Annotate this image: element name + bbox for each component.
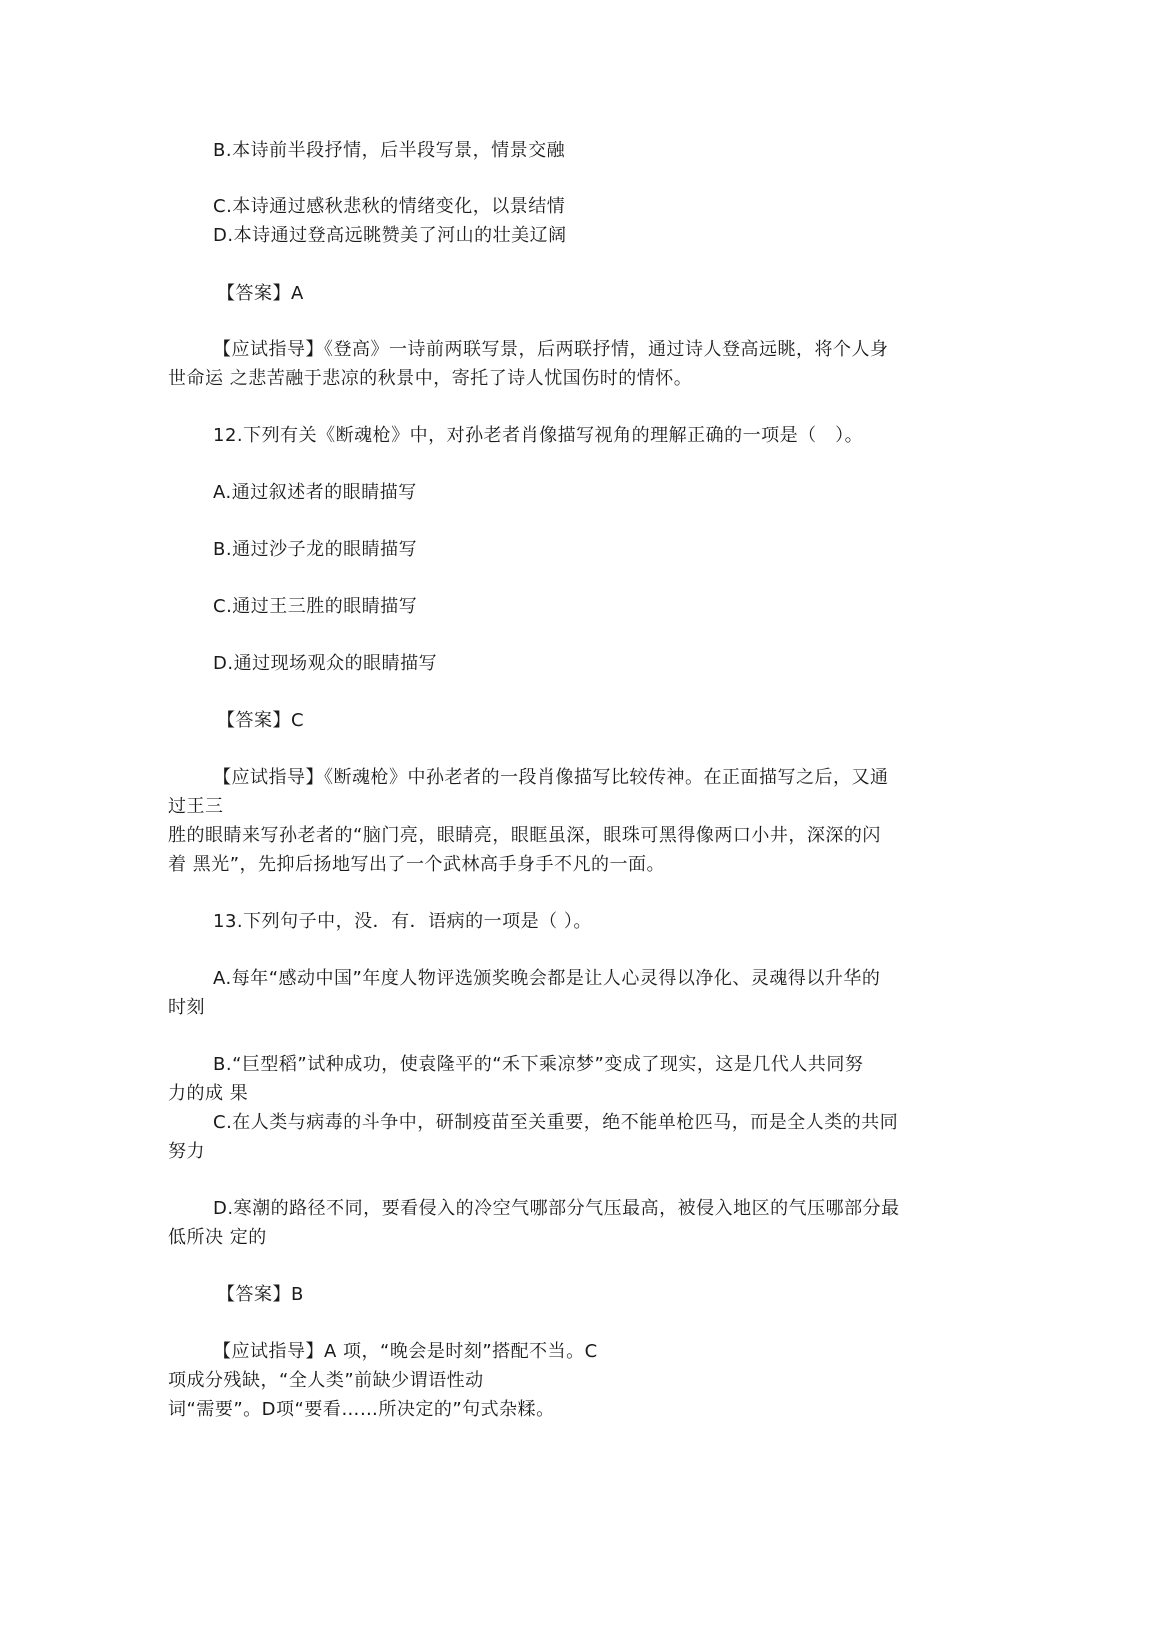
q12-option-d: D.通过现场观众的眼睛描写	[213, 653, 438, 674]
q11-guide-line1: 【应试指导】《登高》一诗前两联写景，后两联抒情，通过诗人登高远眺，将个人身	[213, 339, 889, 360]
q13-option-c-line1: C.在人类与病毒的斗争中，研制疫苗至关重要，绝不能单枪匹马，而是全人类的共同	[213, 1112, 899, 1133]
q13-option-a-line1: A.每年“感动中国”年度人物评选颁奖晚会都是让人心灵得以净化、灵魂得以升华的	[213, 968, 881, 989]
q13-option-b-line2: 力的成 果	[168, 1083, 249, 1104]
q11-option-d: D.本诗通过登高远眺赞美了河山的壮美辽阔	[213, 225, 567, 246]
q12-option-a: A.通过叙述者的眼睛描写	[213, 482, 417, 503]
q12-question: 12.下列有关《断魂枪》中，对孙老者肖像描写视角的理解正确的一项是（ ）。	[213, 425, 864, 446]
q13-option-d-line1: D.寒潮的路径不同，要看侵入的冷空气哪部分气压最高，被侵入地区的气压哪部分最	[213, 1198, 900, 1219]
q13-option-b-line1: B.“巨型稻”试种成功，使袁隆平的“禾下乘凉梦”变成了现实，这是几代人共同努	[213, 1054, 864, 1075]
q11-answer: 【答案】A	[217, 283, 304, 304]
q12-guide-line4: 着 黑光”，先抑后扬地写出了一个武林高手身手不凡的一面。	[168, 854, 666, 875]
q11-guide-line2: 世命运 之悲苦融于悲凉的秋景中，寄托了诗人忧国伤时的情怀。	[168, 368, 693, 389]
q13-option-a-line2: 时刻	[168, 997, 205, 1018]
q12-answer: 【答案】C	[217, 710, 305, 731]
q12-guide-line1: 【应试指导】《断魂枪》中孙老者的一段肖像描写比较传神。在正面描写之后，又通	[213, 767, 889, 788]
q13-question: 13.下列句子中，没．有．语病的一项是（ ）。	[213, 911, 592, 932]
q13-guide-line1: 【应试指导】A 项，“晚会是时刻”搭配不当。C	[213, 1341, 598, 1362]
q12-guide-line2: 过王三	[168, 796, 224, 817]
q13-option-d-line2: 低所决 定的	[168, 1227, 267, 1248]
q13-guide-line2: 项成分残缺，“全人类”前缺少谓语性动	[168, 1370, 484, 1391]
q13-guide-line3: 词“需要”。D项“要看……所决定的”句式杂糅。	[168, 1399, 555, 1420]
q12-option-b: B.通过沙子龙的眼睛描写	[213, 539, 418, 560]
q11-option-b: B.本诗前半段抒情，后半段写景，情景交融	[213, 140, 566, 161]
q12-option-c: C.通过王三胜的眼睛描写	[213, 596, 418, 617]
q11-option-c: C.本诗通过感秋悲秋的情绪变化，以景结情	[213, 196, 566, 217]
q13-answer: 【答案】B	[217, 1284, 304, 1305]
q12-guide-line3: 胜的眼睛来写孙老者的“脑门亮，眼睛亮，眼眶虽深，眼珠可黑得像两口小井，深深的闪	[168, 825, 881, 846]
q13-option-c-line2: 努力	[168, 1141, 205, 1162]
